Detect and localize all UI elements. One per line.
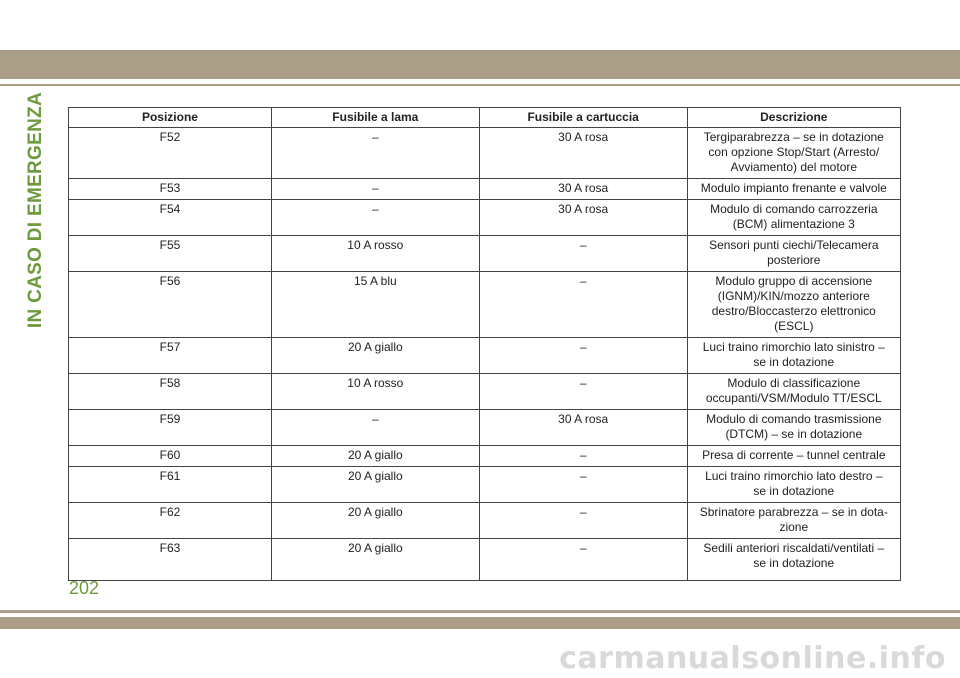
table-row [69, 236, 901, 272]
cell-descrizione: Luci traino rimorchio lato destro – se in dotazione [687, 467, 900, 503]
cell-posizione: F54 [69, 200, 272, 236]
table-row [69, 272, 901, 338]
section-side-title: IN CASO DI EMERGENZA [25, 91, 46, 329]
cell-descrizione: Modulo impianto frenante e valvole [687, 179, 900, 200]
cell-posizione: F52 [69, 128, 272, 179]
table-row [69, 410, 901, 446]
top-divider [0, 84, 960, 86]
cell-fusibile-lama: 20 A giallo [271, 467, 479, 503]
cell-fusibile-lama: 10 A rosso [271, 236, 479, 272]
cell-fusibile-cartuccia: – [479, 446, 687, 467]
cell-fusibile-lama: – [271, 179, 479, 200]
cell-fusibile-cartuccia: – [479, 272, 687, 338]
table-row [69, 539, 901, 581]
cell-fusibile-cartuccia: – [479, 374, 687, 410]
cell-posizione: F63 [69, 539, 272, 581]
cell-posizione: F60 [69, 446, 272, 467]
cell-fusibile-cartuccia: – [479, 503, 687, 539]
cell-descrizione: Sedili anteriori riscaldati/ventilati – se in dotazione [687, 539, 900, 581]
cell-posizione: F62 [69, 503, 272, 539]
cell-descrizione: Luci traino rimorchio lato sinistro – se in dotazione [687, 338, 900, 374]
cell-posizione: F55 [69, 236, 272, 272]
cell-fusibile-cartuccia: – [479, 338, 687, 374]
page-number: 202 [69, 578, 100, 598]
table-row [69, 179, 901, 200]
cell-descrizione: Presa di corrente – tunnel centrale [687, 446, 900, 467]
table-header-row [69, 108, 901, 128]
cell-fusibile-cartuccia: 30 A rosa [479, 179, 687, 200]
table-row [69, 338, 901, 374]
cell-fusibile-lama: 15 A blu [271, 272, 479, 338]
table-row [69, 503, 901, 539]
cell-descrizione: Sensori punti ciechi/Telecamera posteriore [687, 236, 900, 272]
bottom-divider [0, 610, 960, 613]
table-row [69, 200, 901, 236]
cell-posizione: F56 [69, 272, 272, 338]
cell-fusibile-cartuccia: – [479, 467, 687, 503]
bottom-decorative-band [0, 617, 960, 629]
header-fusibile-lama: Fusibile a lama [271, 108, 479, 128]
header-posizione: Posizione [69, 108, 272, 128]
cell-fusibile-lama: – [271, 410, 479, 446]
cell-posizione: F61 [69, 467, 272, 503]
cell-fusibile-cartuccia: – [479, 539, 687, 581]
cell-descrizione: Tergiparabrezza – se in dotazione con opzione Stop/Start (Arresto/ Avviamento) del motore [687, 128, 900, 179]
cell-descrizione: Modulo di comando carrozzeria (BCM) alimentazione 3 [687, 200, 900, 236]
cell-fusibile-cartuccia: 30 A rosa [479, 128, 687, 179]
cell-posizione: F53 [69, 179, 272, 200]
table-row [69, 128, 901, 179]
top-decorative-band [0, 50, 960, 79]
cell-descrizione: Modulo gruppo di accensione (IGNM)/KIN/mozzo anteriore destro/Bloccasterzo elettronico (ESCL) [687, 272, 900, 338]
header-descrizione: Descrizione [687, 108, 900, 128]
header-fusibile-cartuccia: Fusibile a cartuccia [479, 108, 687, 128]
table-row [69, 446, 901, 467]
cell-fusibile-lama: 20 A giallo [271, 503, 479, 539]
cell-fusibile-lama: 10 A rosso [271, 374, 479, 410]
cell-descrizione: Modulo di classificazione occupanti/VSM/Modulo TT/ESCL [687, 374, 900, 410]
cell-fusibile-lama: 20 A giallo [271, 338, 479, 374]
table-row [69, 374, 901, 410]
cell-descrizione: Sbrinatore parabrezza – se in dota- zione [687, 503, 900, 539]
cell-fusibile-lama: 20 A giallo [271, 539, 479, 581]
fuse-table [68, 107, 901, 581]
cell-fusibile-cartuccia: – [479, 236, 687, 272]
cell-posizione: F58 [69, 374, 272, 410]
cell-descrizione: Modulo di comando trasmissione (DTCM) – se in dotazione [687, 410, 900, 446]
table-row [69, 467, 901, 503]
cell-fusibile-lama: – [271, 128, 479, 179]
cell-fusibile-cartuccia: 30 A rosa [479, 410, 687, 446]
watermark: carmanualsonline.info [559, 641, 946, 676]
cell-fusibile-lama: 20 A giallo [271, 446, 479, 467]
cell-posizione: F59 [69, 410, 272, 446]
cell-posizione: F57 [69, 338, 272, 374]
cell-fusibile-lama: – [271, 200, 479, 236]
cell-fusibile-cartuccia: 30 A rosa [479, 200, 687, 236]
